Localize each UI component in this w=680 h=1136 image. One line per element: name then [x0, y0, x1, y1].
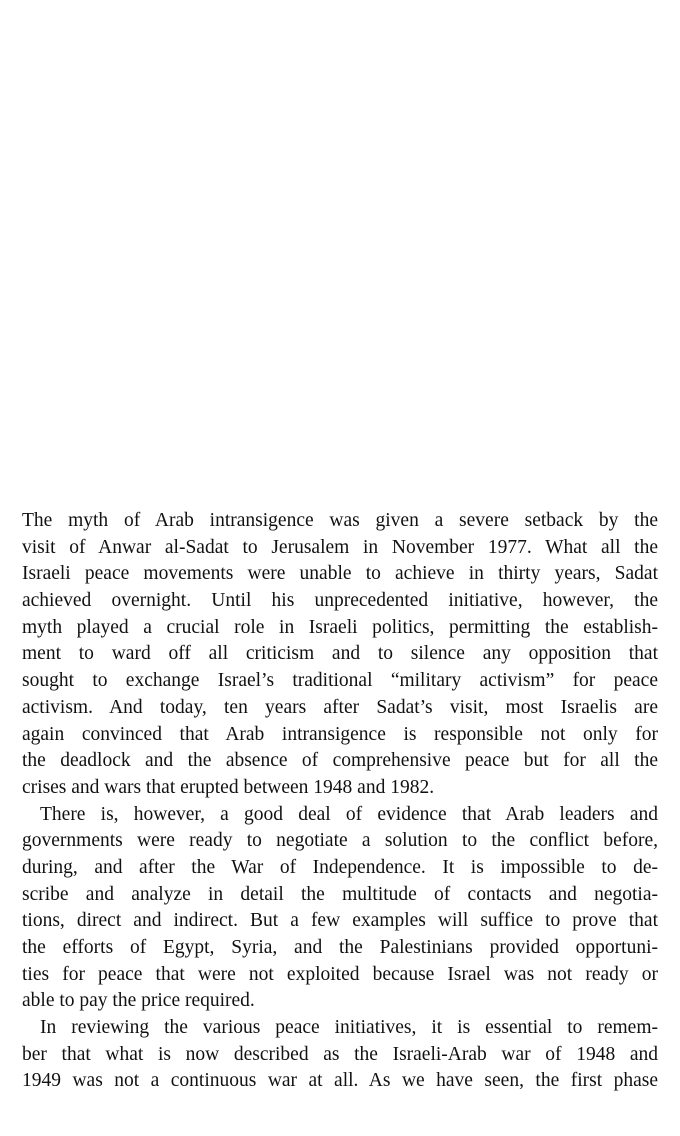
paragraph-2 — [22, 802, 658, 1016]
text-line: ties for peace that were not exploited because Israel was not ready or — [22, 963, 658, 985]
text-line: visit of Anwar al-Sadat to Jerusalem in November 1977. What all the — [22, 536, 658, 558]
text-line: tions, direct and indirect. But a few examples will suffice to prove that — [22, 910, 658, 932]
text-line: In reviewing the various peace initiatives, it is essential to remem- — [40, 1017, 658, 1039]
text-line: ment to ward off all criticism and to silence any opposition that — [22, 643, 658, 665]
text-line: during, and after the War of Independence. It is impossible to de- — [22, 856, 658, 878]
text-line: ber that what is now described as the Israeli-Arab war of 1948 and — [22, 1043, 658, 1065]
paragraph-1 — [22, 508, 658, 802]
text-line: the deadlock and the absence of comprehensive peace but for all the — [22, 750, 658, 772]
text-line: 1949 was not a continuous war at all. As we have seen, the first phase — [22, 1070, 658, 1092]
text-line: sought to exchange Israel’s traditional “military activism” for peace — [22, 670, 658, 692]
text-line: the efforts of Egypt, Syria, and the Palestinians provided opportuni- — [22, 937, 658, 958]
text-line: There is, however, a good deal of evidence that Arab leaders and — [40, 803, 658, 825]
text-line: activism. And today, ten years after Sadat’s visit, most Israelis are — [22, 696, 658, 718]
text-line: governments were ready to negotiate a solution to the conflict before, — [22, 830, 658, 852]
text-line: Israeli peace movements were unable to achieve in thirty years, Sadat — [22, 563, 658, 585]
text-line: able to pay the price required. — [22, 990, 255, 1012]
text-line: crises and wars that erupted between 1948 and 1982. — [22, 776, 435, 798]
text-line: scribe and analyze in detail the multitude of contacts and negotia- — [22, 883, 658, 905]
text-line: The myth of Arab intransigence was given a severe setback by the — [22, 510, 658, 531]
paragraph-3 — [22, 1015, 658, 1095]
text-line: myth played a crucial role in Israeli politics, permitting the establish- — [22, 616, 658, 638]
body-text — [22, 508, 658, 1095]
text-line: again convinced that Arab intransigence is responsible not only for — [22, 723, 658, 745]
text-line: achieved overnight. Until his unprecedented initiative, however, the — [22, 590, 658, 612]
